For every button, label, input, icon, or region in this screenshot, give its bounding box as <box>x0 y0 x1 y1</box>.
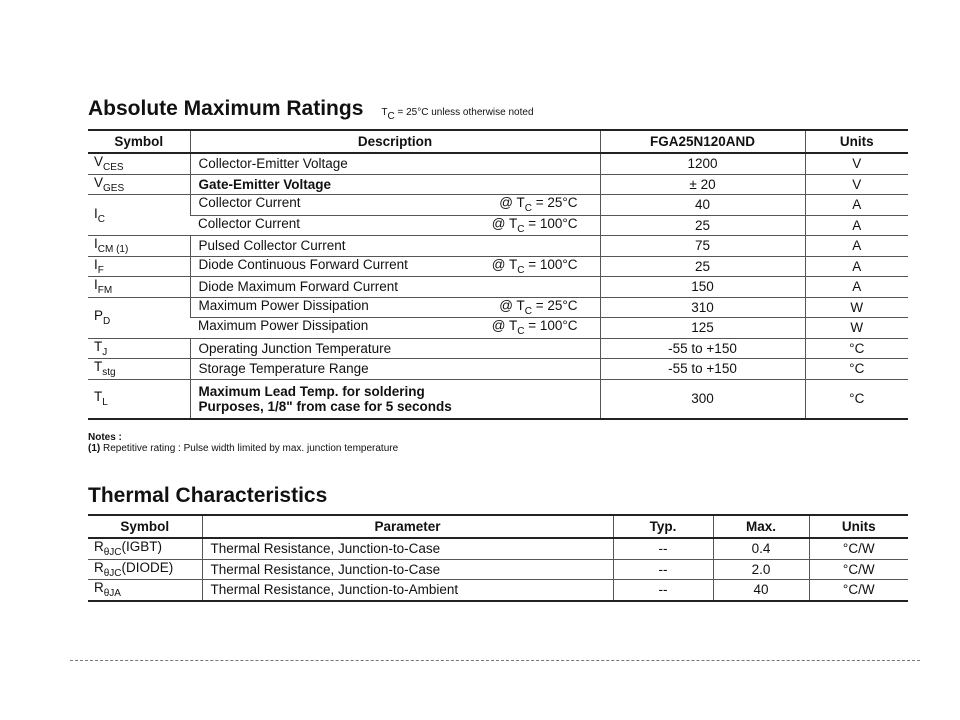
thermal-parameter: Thermal Resistance, Junction-to-Case <box>202 538 613 559</box>
amr-description-wrap <box>199 361 592 376</box>
amr-description-line-1: Maximum Lead Temp. for soldering <box>198 383 425 399</box>
amr-description-wrap <box>199 257 592 276</box>
amr-description-text: Maximum Power Dissipation <box>198 297 369 313</box>
amr-symbol <box>88 359 190 380</box>
amr-cond-t: @ T <box>499 195 525 211</box>
amr-cond-sub: C <box>524 305 532 317</box>
amr-description-text: Gate-Emitter Voltage <box>198 176 332 192</box>
amr-value: -55 to +150 <box>600 359 805 380</box>
amr-symbol-sub: CM (1) <box>97 244 129 256</box>
thermal-symbol-main: R <box>94 580 104 596</box>
amr-symbol <box>88 195 190 236</box>
amr-description <box>190 297 600 318</box>
amr-value: 25 <box>600 256 805 277</box>
amr-symbol-main: V <box>94 154 104 170</box>
amr-symbol <box>88 379 190 419</box>
amr-unit: A <box>805 236 908 257</box>
thermal-symbol <box>88 538 202 559</box>
thermal-parameter: Thermal Resistance, Junction-to-Case <box>202 559 613 580</box>
amr-condition-rest: = 25°C unless otherwise noted <box>394 107 534 118</box>
thermal-row <box>88 538 908 559</box>
amr-description-text: Diode Maximum Forward Current <box>198 279 399 295</box>
amr-value: 1200 <box>600 153 805 174</box>
amr-table <box>88 129 908 420</box>
thermal-typ: -- <box>613 580 713 601</box>
thermal-symbol-sub: θJC <box>103 547 122 559</box>
amr-unit: A <box>805 256 908 277</box>
amr-symbol-sub: CES <box>103 162 124 174</box>
amr-symbol-sub: GES <box>103 182 125 194</box>
amr-value: -55 to +150 <box>600 338 805 359</box>
amr-description <box>190 195 600 216</box>
thermal-body <box>88 538 908 601</box>
amr-unit: W <box>805 297 908 318</box>
amr-value: 300 <box>600 379 805 419</box>
amr-row <box>88 379 908 419</box>
amr-symbol <box>88 297 190 338</box>
amr-description <box>190 318 600 339</box>
amr-symbol-main: V <box>94 174 104 190</box>
thermal-header-typ: Typ. <box>613 515 713 538</box>
amr-title <box>88 97 534 122</box>
amr-row <box>88 297 908 318</box>
amr-header-device: FGA25N120AND <box>600 130 805 153</box>
amr-description-text: Collector Current <box>198 195 301 211</box>
amr-row <box>88 215 908 236</box>
notes-heading: Notes : <box>88 432 122 443</box>
amr-description-text: Storage Temperature Range <box>198 361 369 377</box>
amr-description <box>190 236 600 257</box>
amr-cond-sub: C <box>524 203 532 215</box>
amr-condition-t: T <box>381 107 388 118</box>
amr-unit: A <box>805 215 908 236</box>
amr-unit: W <box>805 318 908 339</box>
amr-unit: °C <box>805 338 908 359</box>
thermal-symbol <box>88 580 202 601</box>
amr-description <box>190 338 600 359</box>
amr-symbol-main: P <box>94 308 104 323</box>
amr-description-line-2: Purposes, 1/8" from case for 5 seconds <box>198 398 452 414</box>
amr-symbol-sub: D <box>103 316 111 327</box>
amr-cond-sub: C <box>517 223 525 235</box>
amr-cond-t: @ T <box>491 318 518 334</box>
amr-row <box>88 277 908 298</box>
thermal-symbol-sub: θJA <box>103 588 121 600</box>
thermal-unit: °C/W <box>809 580 908 601</box>
amr-description-text: Maximum Power Dissipation <box>198 318 369 334</box>
amr-condition-text <box>492 216 592 235</box>
thermal-typ: -- <box>613 559 713 580</box>
thermal-symbol <box>88 559 202 580</box>
amr-cond-rest: = 100°C <box>524 215 578 231</box>
amr-unit: °C <box>805 379 908 419</box>
thermal-max: 0.4 <box>713 538 809 559</box>
thermal-symbol-main: R <box>94 539 104 555</box>
amr-symbol-sub: F <box>97 264 104 276</box>
amr-symbol-sub: FM <box>97 285 113 297</box>
amr-description-text: Collector Current <box>198 215 301 231</box>
note-1-label: (1) <box>88 443 101 454</box>
amr-description <box>190 256 600 277</box>
amr-value: 125 <box>600 318 805 339</box>
thermal-symbol-main: R <box>94 559 104 575</box>
amr-row <box>88 318 908 339</box>
amr-symbol <box>88 236 190 257</box>
amr-unit: A <box>805 277 908 298</box>
amr-description <box>190 277 600 298</box>
thermal-typ: -- <box>613 538 713 559</box>
thermal-parameter: Thermal Resistance, Junction-to-Ambient <box>202 580 613 601</box>
amr-row <box>88 359 908 380</box>
amr-symbol-main: I <box>94 256 98 272</box>
amr-cond-sub: C <box>517 326 525 338</box>
amr-title-text: Absolute Maximum Ratings <box>88 97 364 120</box>
thermal-header-max: Max. <box>713 515 809 538</box>
amr-header-symbol: Symbol <box>88 130 190 153</box>
amr-description-wrap <box>198 318 592 337</box>
thermal-unit: °C/W <box>809 559 908 580</box>
amr-symbol <box>88 256 190 277</box>
amr-description-text: Pulsed Collector Current <box>198 238 346 254</box>
amr-symbol-main: I <box>94 236 98 252</box>
amr-description-wrap <box>199 195 592 214</box>
thermal-row <box>88 559 908 580</box>
thermal-max: 40 <box>713 580 809 601</box>
notes <box>88 432 398 454</box>
amr-description <box>190 215 600 236</box>
amr-cond-rest: = 100°C <box>524 256 578 272</box>
amr-value: ± 20 <box>600 174 805 195</box>
amr-header-description: Description <box>190 130 600 153</box>
amr-description-text: Collector-Emitter Voltage <box>198 156 348 172</box>
amr-description-wrap <box>199 279 592 294</box>
amr-description-text: Diode Continuous Forward Current <box>198 256 408 272</box>
amr-description <box>190 174 600 195</box>
amr-value: 25 <box>600 215 805 236</box>
page-divider <box>70 660 920 661</box>
amr-symbol-sub: J <box>102 346 108 358</box>
amr-symbol <box>88 153 190 174</box>
amr-unit: V <box>805 174 908 195</box>
amr-row <box>88 236 908 257</box>
amr-description <box>190 379 600 419</box>
thermal-header-symbol: Symbol <box>88 515 202 538</box>
amr-condition-text <box>499 298 591 317</box>
thermal-symbol-suffix: (IGBT) <box>121 539 163 555</box>
thermal-symbol-suffix: (DIODE) <box>121 559 174 575</box>
amr-symbol-sub: stg <box>102 367 116 379</box>
amr-cond-rest: = 100°C <box>524 318 578 334</box>
thermal-symbol-sub: θJC <box>103 567 122 579</box>
amr-body <box>88 153 908 419</box>
amr-header-row <box>88 130 908 153</box>
amr-description-wrap <box>199 298 592 317</box>
amr-row <box>88 338 908 359</box>
amr-symbol-sub: L <box>102 397 108 409</box>
amr-unit: V <box>805 153 908 174</box>
amr-unit: A <box>805 195 908 216</box>
amr-row <box>88 256 908 277</box>
amr-symbol <box>88 174 190 195</box>
thermal-row <box>88 580 908 601</box>
amr-cond-rest: = 25°C <box>531 297 578 313</box>
amr-description-text: Operating Junction Temperature <box>198 340 392 356</box>
amr-description-wrap <box>199 238 592 253</box>
amr-description-wrap <box>198 216 592 235</box>
note-1 <box>88 443 398 454</box>
amr-symbol <box>88 277 190 298</box>
amr-condition <box>381 107 534 122</box>
amr-description-wrap <box>199 177 592 192</box>
thermal-title: Thermal Characteristics <box>88 484 328 507</box>
amr-row <box>88 153 908 174</box>
amr-description-wrap <box>199 341 592 356</box>
amr-description <box>190 153 600 174</box>
amr-symbol-main: I <box>94 205 98 221</box>
amr-header-units: Units <box>805 130 908 153</box>
amr-value: 310 <box>600 297 805 318</box>
amr-symbol-main: I <box>94 277 98 293</box>
amr-cond-t: @ T <box>491 256 518 272</box>
thermal-header-parameter: Parameter <box>202 515 613 538</box>
thermal-unit: °C/W <box>809 538 908 559</box>
amr-value: 40 <box>600 195 805 216</box>
amr-description-wrap <box>199 156 592 171</box>
amr-cond-sub: C <box>517 264 525 276</box>
amr-condition-text <box>492 318 592 337</box>
amr-condition-text <box>492 257 592 276</box>
amr-symbol-main: T <box>94 338 103 354</box>
amr-description <box>190 359 600 380</box>
amr-row <box>88 174 908 195</box>
amr-unit: °C <box>805 359 908 380</box>
thermal-table <box>88 514 908 602</box>
amr-value: 150 <box>600 277 805 298</box>
note-1-text: Repetitive rating : Pulse width limited by max. junction temperature <box>100 443 399 454</box>
thermal-header-units: Units <box>809 515 908 538</box>
amr-symbol-sub: C <box>97 213 105 225</box>
amr-cond-rest: = 25°C <box>531 195 578 211</box>
amr-symbol <box>88 338 190 359</box>
amr-condition-text <box>499 195 591 214</box>
amr-cond-t: @ T <box>491 215 518 231</box>
amr-symbol-main: T <box>94 359 103 375</box>
amr-symbol-main: T <box>94 389 103 405</box>
amr-value: 75 <box>600 236 805 257</box>
amr-row <box>88 195 908 216</box>
amr-cond-t: @ T <box>499 297 525 313</box>
thermal-max: 2.0 <box>713 559 809 580</box>
thermal-header-row <box>88 515 908 538</box>
amr-condition-sub: C <box>387 111 395 122</box>
